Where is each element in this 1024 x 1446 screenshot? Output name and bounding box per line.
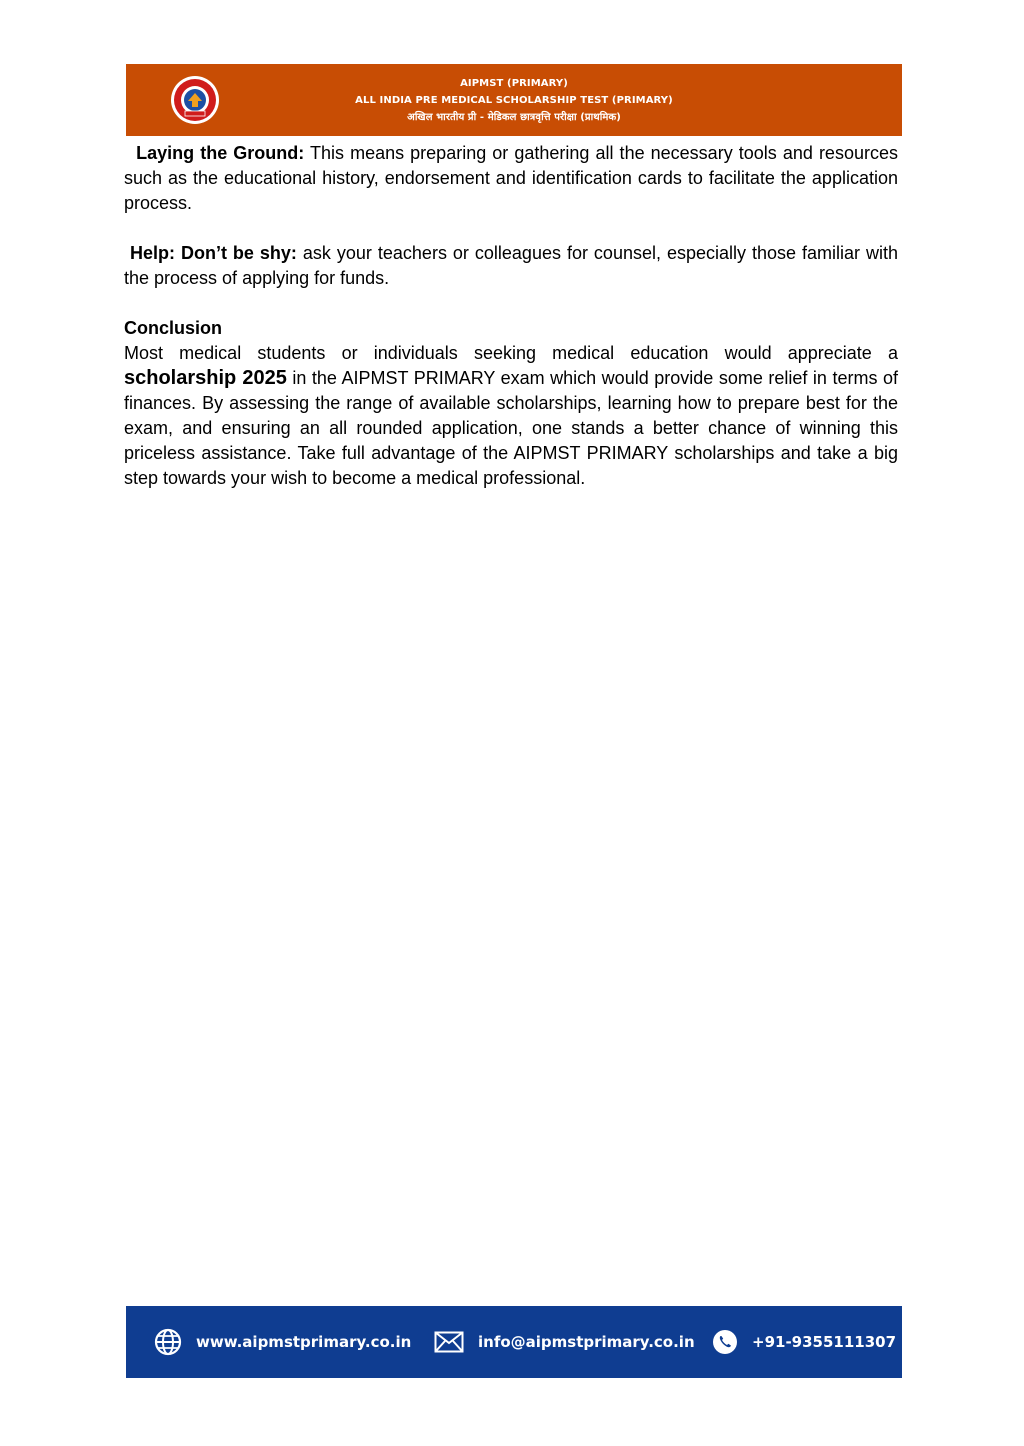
footer-banner xyxy=(126,1306,902,1378)
paragraph-text: ask your teachers or colleagues for counsel, especially those familiar with the process of applying for funds. xyxy=(124,243,898,288)
conclusion-paragraph xyxy=(124,341,898,491)
header-subtitle: ALL INDIA PRE MEDICAL SCHOLARSHIP TEST (PRIMARY) xyxy=(355,95,673,106)
paragraph-help xyxy=(124,241,898,291)
header-title: AIPMST (PRIMARY) xyxy=(460,78,568,89)
paragraph-lead: Laying the Ground: xyxy=(136,143,305,163)
footer-email[interactable] xyxy=(434,1330,695,1354)
conclusion-text-end: in the AIPMST PRIMARY exam which would provide some relief in terms of finances. By assessing the range of available scholarships, learning how to prepare best for the exam, and ensuring an all rounded application, one stands a better chance of winning this priceless assistance. Take full advantage of the AIPMST PRIMARY scholarships and take a big step towards your wish to become a medical professional. xyxy=(124,368,898,488)
footer-website[interactable] xyxy=(154,1330,411,1354)
paragraph-text: This means preparing or gathering all the necessary tools and resources such as the educational history, endorsement and identification cards to facilitate the application process. xyxy=(124,143,898,213)
conclusion-heading: Conclusion xyxy=(124,318,222,338)
header-hindi-title: अखिल भारतीय प्री - मेडिकल छात्रवृत्ति परीक्षा (प्राथमिक) xyxy=(407,112,621,123)
scholarship-keyword: scholarship 2025 xyxy=(124,367,287,389)
paragraph-lead: Help: Don’t be shy: xyxy=(129,243,297,263)
footer-phone[interactable] xyxy=(712,1330,896,1354)
header-banner xyxy=(126,64,902,136)
phone-number[interactable]: +91-9355111307 xyxy=(752,1333,897,1351)
mail-icon xyxy=(434,1331,464,1353)
paragraph-laying-ground xyxy=(124,141,898,216)
conclusion-text-start: Most medical students or individuals seeking medical education would appreciate a xyxy=(124,343,898,363)
document-body xyxy=(124,141,898,491)
website-link[interactable]: www.aipmstprimary.co.in xyxy=(196,1333,412,1351)
email-link[interactable]: info@aipmstprimary.co.in xyxy=(478,1333,695,1351)
phone-icon xyxy=(712,1329,738,1355)
globe-icon xyxy=(154,1328,182,1356)
